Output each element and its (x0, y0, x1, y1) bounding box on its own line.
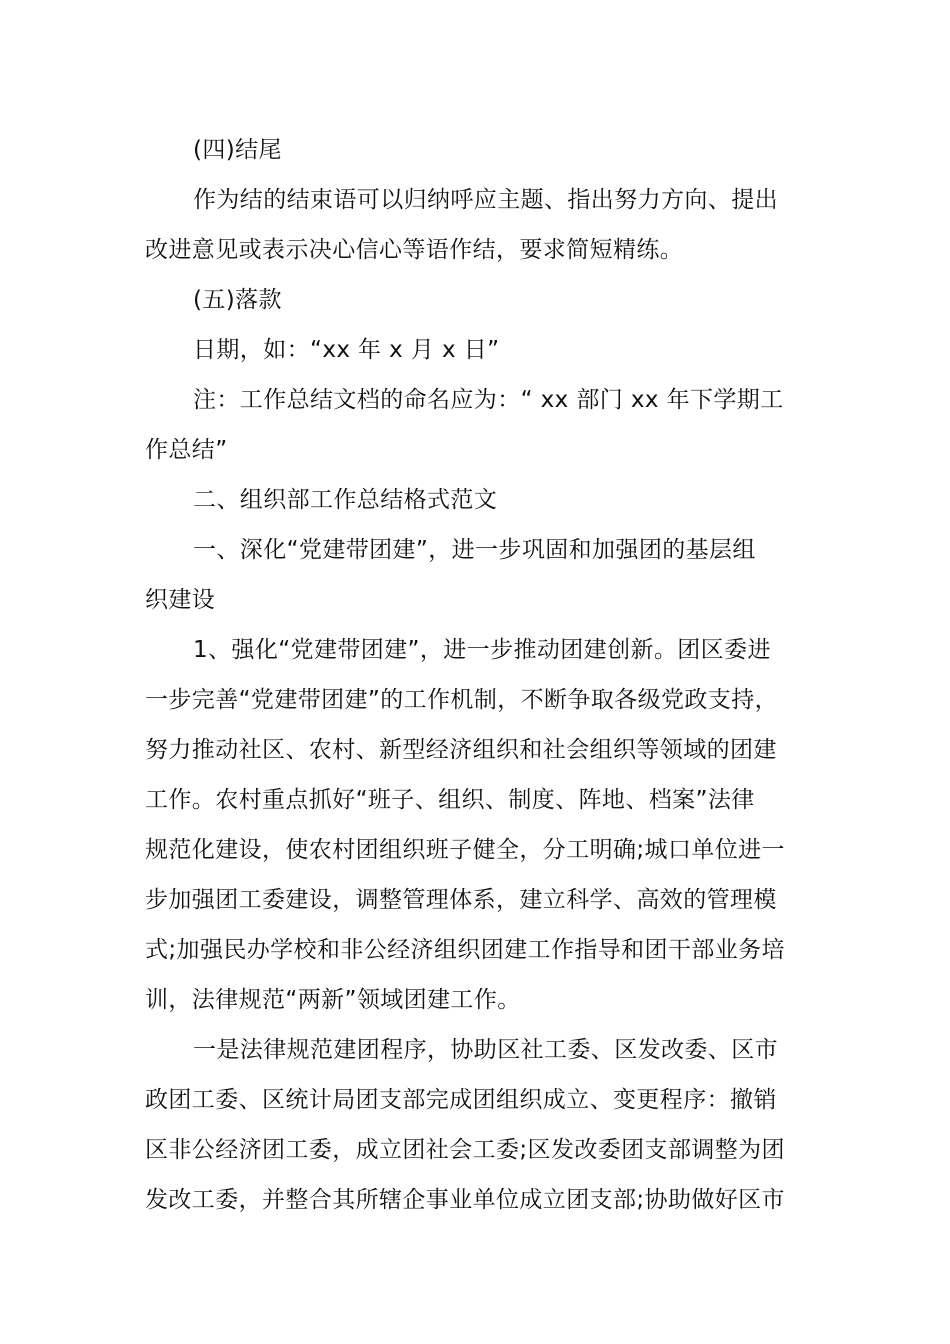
paragraph-line: 1、强化“党建带团建”，进一步推动团建创新。团区委进 (193, 637, 771, 663)
paragraph-line: 一是法律规范建团程序，协助区社工委、区发改委、区市 (193, 1037, 778, 1063)
paragraph-line: 努力推动社区、农村、新型经济组织和社会组织等领域的团建 (145, 737, 777, 763)
paragraph-line: 注：工作总结文档的命名应为：“ xx 部门 xx 年下学期工 (193, 387, 784, 413)
paragraph-line: 政团工委、区统计局团支部完成团组织成立、变更程序：撤销 (145, 1087, 777, 1113)
paragraph-line: 训，法律规范“两新”领域团建工作。 (145, 987, 521, 1013)
paragraph-line: 一步完善“党建带团建”的工作机制，不断争取各级党政支持， (145, 687, 779, 713)
paragraph-line: 发改工委，并整合其所辖企事业单位成立团支部;协助做好区市 (145, 1187, 785, 1213)
paragraph-line: 作为结的结束语可以归纳呼应主题、指出努力方向、提出 (193, 187, 778, 213)
section-heading-ending: (四)结尾 (193, 137, 282, 163)
section-heading-sample: 二、组织部工作总结格式范文 (193, 487, 498, 513)
paragraph-line: 式;加强民办学校和非公经济组织团建工作指导和团干部业务培 (145, 937, 785, 963)
paragraph-line: 作总结” (145, 437, 228, 463)
paragraph-line: 规范化建设，使农村团组织班子健全，分工明确;城口单位进一 (145, 837, 785, 863)
paragraph-line: 织建设 (145, 587, 216, 613)
paragraph-line: 步加强团工委建设，调整管理体系，建立科学、高效的管理模 (145, 887, 777, 913)
section-heading-signature: (五)落款 (193, 287, 282, 313)
paragraph-line: 工作。农村重点抓好“班子、组织、制度、阵地、档案”法律 (145, 787, 755, 813)
paragraph-line: 区非公经济团工委，成立团社会工委;区发改委团支部调整为团 (145, 1137, 785, 1163)
paragraph-line: 一、深化“党建带团建”，进一步巩固和加强团的基层组 (193, 537, 756, 563)
paragraph-line: 改进意见或表示决心信心等语作结，要求简短精练。 (145, 237, 684, 263)
document-body (145, 125, 811, 1225)
paragraph-line: 日期，如：“xx 年 x 月 x 日” (193, 337, 500, 363)
